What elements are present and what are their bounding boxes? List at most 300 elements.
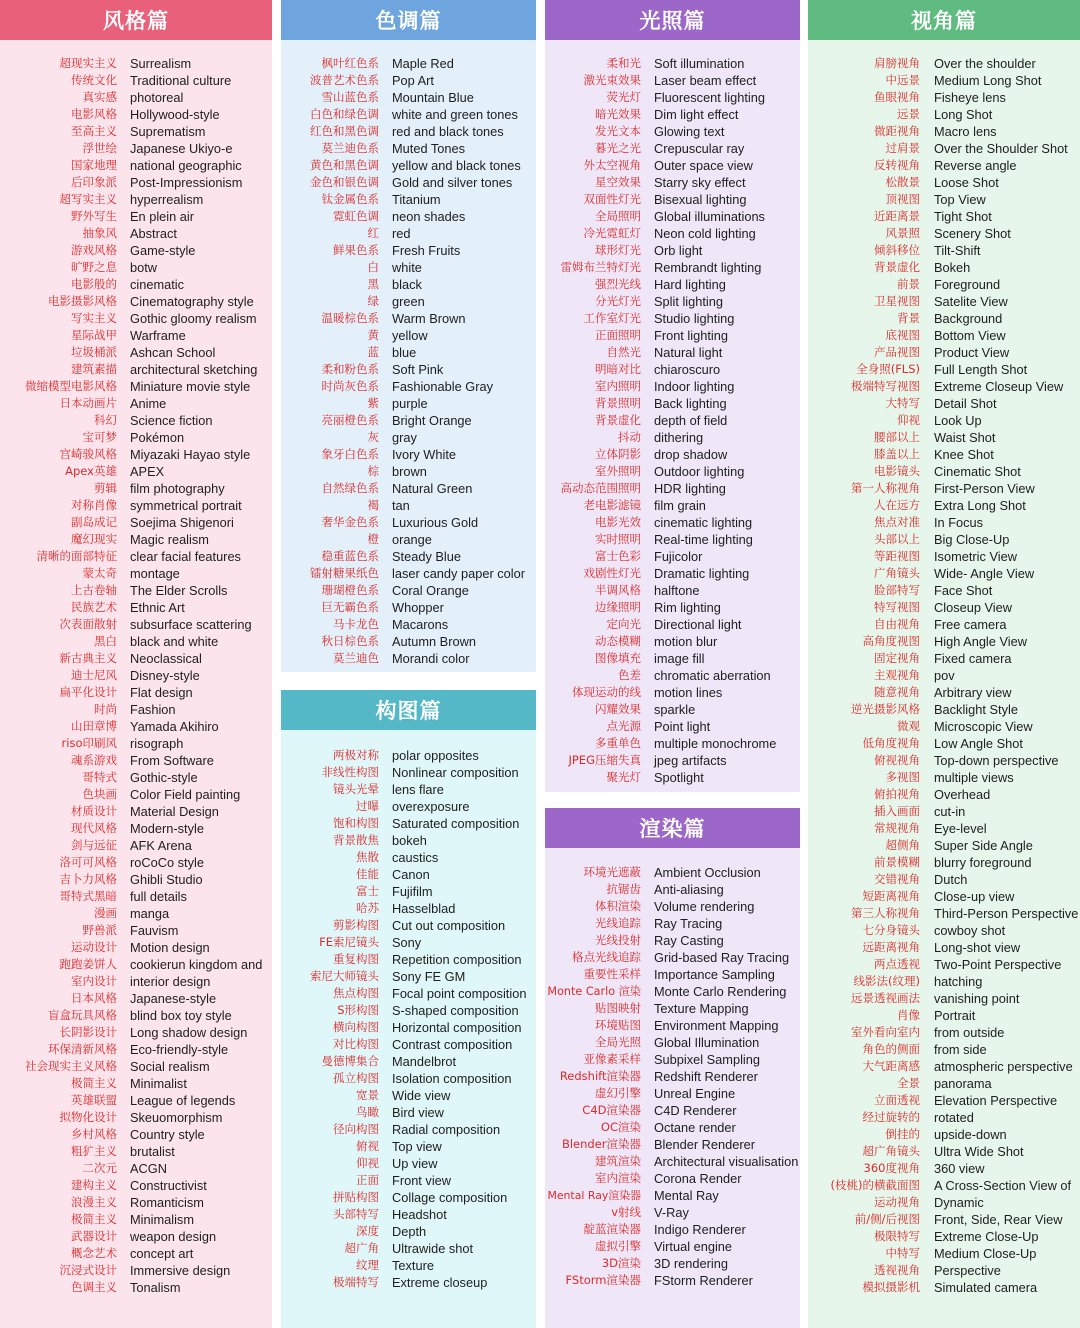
keyword-row xyxy=(0,752,272,769)
keyword-english: subsurface scattering xyxy=(130,617,252,632)
keyword-english: Arbitrary view xyxy=(934,685,1012,700)
keyword-chinese: 洛可可风格 xyxy=(59,855,117,869)
keyword-row xyxy=(808,718,1080,735)
keyword-english: Japanese Ukiyo-e xyxy=(130,141,233,156)
keyword-english: Flat design xyxy=(130,685,193,700)
keyword-chinese: 肖像 xyxy=(897,1008,920,1022)
keyword-row xyxy=(0,684,272,701)
keyword-english: Fauvism xyxy=(130,923,179,938)
keyword-row xyxy=(808,1228,1080,1245)
keyword-english: Bird view xyxy=(392,1105,444,1120)
keyword-english: Gothic-style xyxy=(130,770,198,785)
style-section-title: 风格篇 xyxy=(0,0,272,40)
keyword-chinese: 实时照明 xyxy=(595,532,641,546)
keyword-english: Fujicolor xyxy=(654,549,703,564)
keyword-english: Ivory White xyxy=(392,447,456,462)
keyword-chinese: 白 xyxy=(367,260,379,274)
keyword-row xyxy=(281,1053,536,1070)
keyword-chinese: 短距离视角 xyxy=(862,889,920,903)
keyword-english: Full Length Shot xyxy=(934,362,1028,377)
keyword-english: polar opposites xyxy=(392,748,479,763)
keyword-english: Hasselblad xyxy=(392,901,456,916)
keyword-english: Steady Blue xyxy=(392,549,462,564)
keyword-row xyxy=(281,849,536,866)
keyword-chinese: riso印刷风 xyxy=(61,736,117,750)
keyword-english: Gothic gloomy realism xyxy=(130,311,257,326)
keyword-chinese: 哥特式黑暗 xyxy=(59,889,117,903)
keyword-chinese: 极简主义 xyxy=(71,1076,117,1090)
keyword-chinese: FE索尼镜头 xyxy=(319,935,379,949)
keyword-english: Close-up view xyxy=(934,889,1015,904)
keyword-row xyxy=(808,174,1080,191)
keyword-chinese: 运动设计 xyxy=(71,940,117,954)
keyword-chinese: 白色和绿色调 xyxy=(310,107,379,121)
keyword-chinese: 时尚 xyxy=(94,702,117,716)
keyword-english: architectural sketching xyxy=(130,362,258,377)
keyword-row xyxy=(545,983,800,1000)
keyword-english: Unreal Engine xyxy=(654,1086,736,1101)
keyword-chinese: 奢华金色系 xyxy=(321,515,379,529)
keyword-row xyxy=(281,616,536,633)
keyword-english: S-shaped composition xyxy=(392,1003,519,1018)
keyword-row xyxy=(0,310,272,327)
keyword-english: En plein air xyxy=(130,209,195,224)
keyword-chinese: 贴图映射 xyxy=(595,1001,641,1015)
keyword-row xyxy=(281,378,536,395)
keyword-english: From Software xyxy=(130,753,214,768)
view-section-title: 视角篇 xyxy=(808,0,1080,40)
keyword-english: Muted Tones xyxy=(392,141,466,156)
keyword-chinese: 大特写 xyxy=(885,396,920,410)
keyword-row xyxy=(808,531,1080,548)
keyword-english: yellow xyxy=(392,328,428,343)
keyword-row xyxy=(545,1136,800,1153)
keyword-english: Tight Shot xyxy=(934,209,992,224)
keyword-row xyxy=(545,174,800,191)
keyword-row xyxy=(545,1204,800,1221)
keyword-english: Long shadow design xyxy=(130,1025,248,1040)
keyword-chinese: 经过旋转的 xyxy=(862,1110,920,1124)
keyword-english: Corona Render xyxy=(654,1171,742,1186)
keyword-english: Radial composition xyxy=(392,1122,501,1137)
keyword-chinese: 日本风格 xyxy=(71,991,117,1005)
keyword-english: Global illuminations xyxy=(654,209,765,224)
keyword-row xyxy=(0,242,272,259)
keyword-row xyxy=(545,864,800,881)
keyword-row xyxy=(0,1075,272,1092)
keyword-english: Maple Red xyxy=(392,56,454,71)
keyword-row xyxy=(0,650,272,667)
keyword-row xyxy=(545,72,800,89)
keyword-english: A Cross-Section View of xyxy=(934,1178,1072,1193)
keyword-english: V-Ray xyxy=(654,1205,689,1220)
keyword-chinese: 雷姆布兰特灯光 xyxy=(560,260,641,274)
keyword-row xyxy=(808,769,1080,786)
keyword-row xyxy=(545,191,800,208)
keyword-chinese: 超侧角 xyxy=(885,838,920,852)
keyword-row xyxy=(808,1126,1080,1143)
keyword-chinese: 超现实主义 xyxy=(59,56,117,70)
keyword-english: Pokémon xyxy=(130,430,185,445)
keyword-row xyxy=(808,565,1080,582)
keyword-row xyxy=(545,769,800,786)
keyword-row xyxy=(545,1034,800,1051)
keyword-english: Yamada Akihiro xyxy=(130,719,219,734)
lighting-keyword-list xyxy=(545,55,800,786)
keyword-english: Titanium xyxy=(392,192,441,207)
keyword-english: Rembrandt lighting xyxy=(654,260,762,275)
keyword-chinese: 极限特写 xyxy=(874,1229,920,1243)
keyword-chinese: 清晰的面部特征 xyxy=(36,549,117,563)
keyword-chinese: 宫崎骏风格 xyxy=(59,447,117,461)
keyword-english: multiple monochrome xyxy=(654,736,777,751)
keyword-english: Ultra Wide Shot xyxy=(934,1144,1024,1159)
keyword-chinese: 超广角 xyxy=(344,1241,379,1255)
keyword-english: Luxurious Gold xyxy=(392,515,479,530)
keyword-chinese: 强烈光线 xyxy=(595,277,641,291)
keyword-row xyxy=(281,1206,536,1223)
keyword-english: Fluorescent lighting xyxy=(654,90,765,105)
keyword-chinese: 枫叶红色系 xyxy=(321,56,379,70)
view-keyword-list xyxy=(808,55,1080,1296)
keyword-chinese: 插入画面 xyxy=(874,804,920,818)
keyword-row xyxy=(545,599,800,616)
keyword-chinese: 超写实主义 xyxy=(59,192,117,206)
keyword-row xyxy=(545,932,800,949)
keyword-english: Background xyxy=(934,311,1003,326)
keyword-row xyxy=(0,1058,272,1075)
keyword-row xyxy=(808,1143,1080,1160)
keyword-chinese: 室外照明 xyxy=(595,464,641,478)
keyword-chinese: 靛蓝渲染器 xyxy=(583,1222,641,1236)
keyword-english: full details xyxy=(130,889,187,904)
keyword-row xyxy=(808,72,1080,89)
keyword-english: chiaroscuro xyxy=(654,362,721,377)
keyword-chinese: 光线追踪 xyxy=(595,916,641,930)
keyword-english: Suprematism xyxy=(130,124,206,139)
keyword-row xyxy=(808,667,1080,684)
keyword-row xyxy=(281,344,536,361)
keyword-row xyxy=(808,429,1080,446)
keyword-chinese: 稳重蓝色系 xyxy=(321,549,379,563)
keyword-chinese: 全局照明 xyxy=(595,209,641,223)
keyword-english: Fisheye lens xyxy=(934,90,1006,105)
keyword-chinese: 立面透视 xyxy=(874,1093,920,1107)
rendering-section xyxy=(545,808,800,1328)
keyword-row xyxy=(0,939,272,956)
keyword-row xyxy=(545,1085,800,1102)
keyword-english: Architectural visualisation xyxy=(654,1154,799,1169)
keyword-english: HDR lighting xyxy=(654,481,726,496)
keyword-english: Front, Side, Rear View xyxy=(934,1212,1063,1227)
keyword-row xyxy=(545,208,800,225)
keyword-row xyxy=(545,966,800,983)
keyword-row xyxy=(808,1007,1080,1024)
keyword-english: pov xyxy=(934,668,955,683)
keyword-chinese: 盲盒玩具风格 xyxy=(48,1008,117,1022)
keyword-row xyxy=(808,871,1080,888)
keyword-english: Abstract xyxy=(130,226,177,241)
keyword-row xyxy=(545,1187,800,1204)
keyword-row xyxy=(281,832,536,849)
keyword-row xyxy=(0,956,272,973)
keyword-chinese: 雪山蓝色系 xyxy=(321,90,379,104)
keyword-english: Ray Casting xyxy=(654,933,724,948)
keyword-row xyxy=(545,667,800,684)
keyword-english: Blender Renderer xyxy=(654,1137,756,1152)
keyword-row xyxy=(281,514,536,531)
keyword-english: Face Shot xyxy=(934,583,993,598)
keyword-chinese: 鸟瞰 xyxy=(356,1105,379,1119)
keyword-chinese: 自由视角 xyxy=(874,617,920,631)
keyword-english: Natural Green xyxy=(392,481,473,496)
keyword-english: Product View xyxy=(934,345,1010,360)
keyword-english: Isometric View xyxy=(934,549,1017,564)
keyword-row xyxy=(281,934,536,951)
keyword-chinese: 蒙太奇 xyxy=(82,566,117,580)
keyword-chinese: 360度视角 xyxy=(863,1161,920,1175)
keyword-chinese: 头部以上 xyxy=(874,532,920,546)
keyword-row xyxy=(545,718,800,735)
keyword-chinese: 俯视视角 xyxy=(874,753,920,767)
keyword-row xyxy=(545,1051,800,1068)
keyword-english: Up view xyxy=(392,1156,438,1171)
keyword-chinese: 脸部特写 xyxy=(874,583,920,597)
keyword-row xyxy=(281,208,536,225)
keyword-english: red and black tones xyxy=(392,124,504,139)
keyword-english: Gold and silver tones xyxy=(392,175,513,190)
keyword-chinese: 重复构图 xyxy=(333,952,379,966)
keyword-chinese: 极简主义 xyxy=(71,1212,117,1226)
keyword-english: cowboy shot xyxy=(934,923,1006,938)
keyword-english: panorama xyxy=(934,1076,992,1091)
keyword-english: national geographic xyxy=(130,158,242,173)
keyword-row xyxy=(0,905,272,922)
keyword-english: Minimalism xyxy=(130,1212,194,1227)
keyword-chinese: 上古卷轴 xyxy=(71,583,117,597)
keyword-row xyxy=(0,1126,272,1143)
keyword-chinese: 边缘照明 xyxy=(595,600,641,614)
keyword-chinese: 蓝 xyxy=(367,345,379,359)
keyword-chinese: 低角度视角 xyxy=(862,736,920,750)
keyword-chinese: 倒挂的 xyxy=(885,1127,920,1141)
keyword-chinese: 写实主义 xyxy=(71,311,117,325)
keyword-chinese: 随意视角 xyxy=(874,685,920,699)
keyword-chinese: 发光文本 xyxy=(595,124,641,138)
keyword-english: Bright Orange xyxy=(392,413,472,428)
keyword-chinese: 焦点构图 xyxy=(333,986,379,1000)
keyword-english: image fill xyxy=(654,651,705,666)
keyword-english: Soft illumination xyxy=(654,56,745,71)
keyword-english: vanishing point xyxy=(934,991,1020,1006)
composition-section xyxy=(281,690,536,1328)
keyword-chinese: 头部特写 xyxy=(333,1207,379,1221)
keyword-english: Glowing text xyxy=(654,124,725,139)
keyword-english: Romanticism xyxy=(130,1195,204,1210)
keyword-english: chromatic aberration xyxy=(654,668,771,683)
keyword-chinese: 等距视图 xyxy=(874,549,920,563)
keyword-english: Fresh Fruits xyxy=(392,243,461,258)
keyword-english: Redshift Renderer xyxy=(654,1069,758,1084)
keyword-english: Ultrawide shot xyxy=(392,1241,474,1256)
keyword-row xyxy=(0,990,272,1007)
keyword-row xyxy=(808,1160,1080,1177)
keyword-chinese: 暮光之光 xyxy=(595,141,641,155)
keyword-chinese: 暗光效果 xyxy=(595,107,641,121)
keyword-row xyxy=(545,242,800,259)
keyword-english: Game-style xyxy=(130,243,196,258)
keyword-english: Spotlight xyxy=(654,770,704,785)
keyword-english: concept art xyxy=(130,1246,194,1261)
keyword-english: Directional light xyxy=(654,617,742,632)
keyword-chinese: 宽景 xyxy=(356,1088,379,1102)
keyword-row xyxy=(808,1109,1080,1126)
keyword-chinese: 金色和银色调 xyxy=(310,175,379,189)
keyword-row xyxy=(0,973,272,990)
keyword-english: Dim light effect xyxy=(654,107,739,122)
keyword-row xyxy=(281,781,536,798)
keyword-english: blue xyxy=(392,345,417,360)
keyword-english: Octane render xyxy=(654,1120,736,1135)
keyword-chinese: 富士色彩 xyxy=(595,549,641,563)
keyword-chinese: 现代风格 xyxy=(71,821,117,835)
keyword-chinese: 武器设计 xyxy=(71,1229,117,1243)
keyword-row xyxy=(808,378,1080,395)
keyword-row xyxy=(281,815,536,832)
keyword-row xyxy=(545,881,800,898)
keyword-chinese: 极端特写视图 xyxy=(851,379,920,393)
keyword-chinese: 对比构图 xyxy=(333,1037,379,1051)
keyword-chinese: 深度 xyxy=(356,1224,379,1238)
keyword-row xyxy=(0,871,272,888)
keyword-english: Crepuscular ray xyxy=(654,141,745,156)
keyword-row xyxy=(0,395,272,412)
keyword-chinese: 游戏风格 xyxy=(71,243,117,257)
keyword-english: Soejima Shigenori xyxy=(130,515,234,530)
keyword-row xyxy=(808,480,1080,497)
keyword-english: neon shades xyxy=(392,209,466,224)
keyword-english: Volume rendering xyxy=(654,899,755,914)
keyword-chinese: 真实感 xyxy=(82,90,117,104)
keyword-chinese: 温暖棕色系 xyxy=(321,311,379,325)
keyword-chinese: 高角度视图 xyxy=(862,634,920,648)
keyword-english: drop shadow xyxy=(654,447,728,462)
keyword-english: Anti-aliasing xyxy=(654,882,724,897)
keyword-english: Look Up xyxy=(934,413,982,428)
keyword-row xyxy=(281,1019,536,1036)
keyword-english: Cinematic Shot xyxy=(934,464,1021,479)
keyword-chinese: 副岛成记 xyxy=(71,515,117,529)
keyword-english: risograph xyxy=(130,736,184,751)
keyword-row xyxy=(281,565,536,582)
composition-section-title: 构图篇 xyxy=(281,690,536,730)
keyword-row xyxy=(808,191,1080,208)
keyword-row xyxy=(545,429,800,446)
keyword-row xyxy=(545,633,800,650)
keyword-row xyxy=(808,1262,1080,1279)
keyword-english: Morandi color xyxy=(392,651,470,666)
keyword-english: 3D rendering xyxy=(654,1256,728,1271)
keyword-chinese: Blender渲染器 xyxy=(561,1137,641,1151)
keyword-english: Neoclassical xyxy=(130,651,202,666)
keyword-row xyxy=(0,1041,272,1058)
keyword-row xyxy=(808,242,1080,259)
keyword-english: Hollywood-style xyxy=(130,107,220,122)
keyword-row xyxy=(545,898,800,915)
keyword-row xyxy=(281,140,536,157)
keyword-row xyxy=(808,1058,1080,1075)
keyword-chinese: 沉浸式设计 xyxy=(59,1263,117,1277)
keyword-chinese: 野外写生 xyxy=(71,209,117,223)
keyword-english: Ambient Occlusion xyxy=(654,865,761,880)
keyword-chinese: 交错视角 xyxy=(874,872,920,886)
keyword-english: lens flare xyxy=(392,782,444,797)
keyword-english: brutalist xyxy=(130,1144,175,1159)
keyword-chinese: 霓虹色调 xyxy=(333,209,379,223)
keyword-row xyxy=(545,616,800,633)
keyword-row xyxy=(281,548,536,565)
keyword-english: Top view xyxy=(392,1139,442,1154)
keyword-chinese: 室内照明 xyxy=(595,379,641,393)
keyword-row xyxy=(545,1017,800,1034)
keyword-row xyxy=(808,582,1080,599)
keyword-chinese: 虚幻引擎 xyxy=(595,1086,641,1100)
keyword-row xyxy=(808,276,1080,293)
keyword-english: Fujifilm xyxy=(392,884,433,899)
keyword-chinese: JPEG压缩失真 xyxy=(568,753,641,767)
keyword-chinese: 激光束效果 xyxy=(583,73,641,87)
keyword-english: Soft Pink xyxy=(392,362,444,377)
keyword-chinese: 拟物化设计 xyxy=(59,1110,117,1124)
keyword-chinese: 前/侧/后视图 xyxy=(854,1212,920,1226)
keyword-english: Cut out composition xyxy=(392,918,506,933)
keyword-chinese: 底视图 xyxy=(885,328,920,342)
keyword-row xyxy=(545,1068,800,1085)
keyword-chinese: 图像填充 xyxy=(595,651,641,665)
keyword-chinese: 远景透视画法 xyxy=(851,991,920,1005)
keyword-english: Texture Mapping xyxy=(654,1001,749,1016)
keyword-row xyxy=(0,446,272,463)
keyword-english: Horizontal composition xyxy=(392,1020,522,1035)
keyword-chinese: 褐 xyxy=(367,498,379,512)
keyword-english: Skeuomorphism xyxy=(130,1110,223,1125)
keyword-chinese: 环保清新风格 xyxy=(48,1042,117,1056)
keyword-row xyxy=(281,531,536,548)
keyword-row xyxy=(281,650,536,667)
keyword-english: Top-down perspective xyxy=(934,753,1059,768)
keyword-chinese: 背景散焦 xyxy=(333,833,379,847)
keyword-english: Wide view xyxy=(392,1088,451,1103)
keyword-english: Eye-level xyxy=(934,821,987,836)
keyword-row xyxy=(0,378,272,395)
keyword-chinese: 腰部以上 xyxy=(874,430,920,444)
keyword-row xyxy=(545,89,800,106)
keyword-row xyxy=(545,140,800,157)
keyword-chinese: 倾斜移位 xyxy=(874,243,920,257)
keyword-chinese: 模拟摄影机 xyxy=(862,1280,920,1294)
keyword-chinese: 扁平化设计 xyxy=(59,685,117,699)
keyword-chinese: 电影摄影风格 xyxy=(48,294,117,308)
keyword-english: Hard lighting xyxy=(654,277,726,292)
keyword-row xyxy=(281,1087,536,1104)
view-section xyxy=(808,0,1080,1328)
keyword-row xyxy=(545,1119,800,1136)
keyword-english: Back lighting xyxy=(654,396,727,411)
keyword-english: Science fiction xyxy=(130,413,213,428)
keyword-chinese: 外太空视角 xyxy=(583,158,641,172)
keyword-english: clear facial features xyxy=(130,549,241,564)
keyword-english: Miniature movie style xyxy=(130,379,251,394)
